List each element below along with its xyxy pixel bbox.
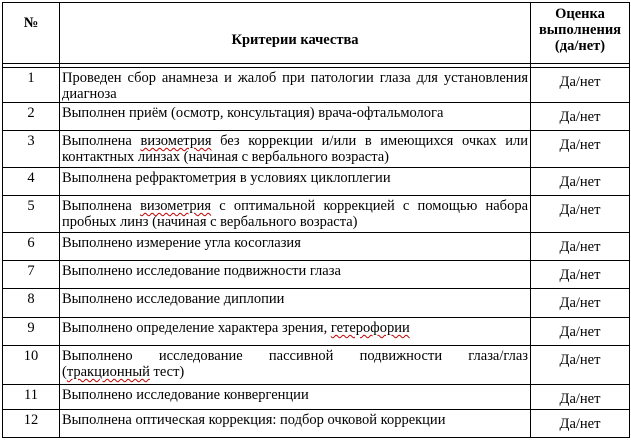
header-criteria: Критерии качества: [60, 3, 531, 64]
row-number: 12: [3, 410, 60, 438]
table-row: [3, 261, 630, 289]
row-criterion: Выполнена визометрия с оптимальной коррекцией с помощью набора пробных линз (начиная с вербального возраста): [60, 196, 531, 233]
row-score: Да/нет: [531, 346, 630, 385]
row-criterion: Выполнено измерение угла косоглазия: [60, 233, 531, 261]
row-score: Да/нет: [531, 410, 630, 438]
row-number: 3: [3, 131, 60, 168]
spellcheck-word: тракционный: [66, 364, 150, 380]
spellcheck-word: гетерофории: [330, 320, 410, 336]
row-score: Да/нет: [531, 289, 630, 318]
table-row: [3, 289, 630, 318]
row-number: 1: [3, 68, 60, 103]
row-number: 5: [3, 196, 60, 233]
header-score: Оценка выполнения (да/нет): [531, 3, 630, 64]
quality-criteria-table: [2, 2, 630, 438]
row-criterion: Выполнен приём (осмотр, консультация) врача-офтальмолога: [60, 103, 531, 131]
row-number: 10: [3, 346, 60, 385]
row-score: Да/нет: [531, 318, 630, 346]
row-criterion: Выполнена визометрия без коррекции и/или в имеющихся очках или контактных линзах (начиная с вербального возраста): [60, 131, 531, 168]
quality-criteria-document: [2, 2, 630, 438]
row-number: 9: [3, 318, 60, 346]
row-number: 2: [3, 103, 60, 131]
row-number: 4: [3, 168, 60, 196]
spellcheck-word: визометрия: [140, 198, 212, 214]
row-criterion: Выполнено исследование пассивной подвижности глаза/глаз (тракционный тест): [60, 346, 531, 385]
row-score: Да/нет: [531, 233, 630, 261]
row-score: Да/нет: [531, 131, 630, 168]
table-header-row: [3, 3, 630, 64]
row-criterion: Выполнено исследование диплопии: [60, 289, 531, 318]
table-row: [3, 68, 630, 103]
row-criterion: Выполнено исследование конвергенции: [60, 385, 531, 410]
table-row: [3, 168, 630, 196]
row-score: Да/нет: [531, 168, 630, 196]
row-criterion: Проведен сбор анамнеза и жалоб при патологии глаза для установления диагноза: [60, 68, 531, 103]
row-number: 6: [3, 233, 60, 261]
row-score: Да/нет: [531, 68, 630, 103]
row-number: 7: [3, 261, 60, 289]
table-row: [3, 385, 630, 410]
table-row: [3, 318, 630, 346]
row-number: 8: [3, 289, 60, 318]
header-number: №: [3, 3, 60, 64]
table-row: [3, 233, 630, 261]
table-row: [3, 103, 630, 131]
row-criterion: Выполнена рефрактометрия в условиях циклоплегии: [60, 168, 531, 196]
row-score: Да/нет: [531, 385, 630, 410]
row-criterion: Выполнена оптическая коррекция: подбор очковой коррекции: [60, 410, 531, 438]
table-row: [3, 346, 630, 385]
spellcheck-word: визометрия: [140, 133, 212, 149]
row-score: Да/нет: [531, 261, 630, 289]
row-score: Да/нет: [531, 103, 630, 131]
row-number: 11: [3, 385, 60, 410]
table-row: [3, 196, 630, 233]
row-criterion: Выполнено исследование подвижности глаза: [60, 261, 531, 289]
table-row: [3, 410, 630, 438]
row-score: Да/нет: [531, 196, 630, 233]
table-row: [3, 131, 630, 168]
row-criterion: Выполнено определение характера зрения, гетерофории: [60, 318, 531, 346]
